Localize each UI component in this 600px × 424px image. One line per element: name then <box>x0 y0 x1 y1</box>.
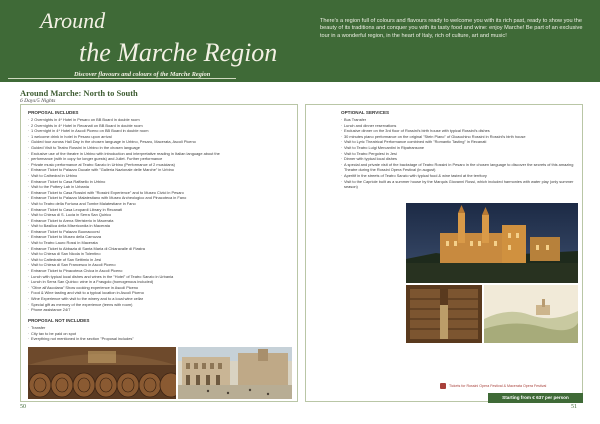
list-item: · Visit to Lyric Theatrical Performance combined with "Romantic Tasting" in Recanati <box>341 139 577 145</box>
list-item: · A special and private visit of the backstage of Teatro Rossini in Pesaro in the chosen language to discover the secrets of this amazing Theatre during the Rossini Opera Festival (in august) <box>341 162 577 173</box>
list-item: · Phone assistance 24/7 <box>28 307 293 313</box>
list-item: · Visit to Teatro della Fortuna and Tombe Malatestiane in Fano <box>28 201 293 207</box>
list-item: · Exclusive use of the theatre in Urbino with introduction and interpretative reading in Italian language about the <box>28 151 293 157</box>
list-item: · Entrance Ticket to Abbazia di Santa Maria di Chiaravalle di Fiastra <box>28 246 293 252</box>
list-item: · 2 Overnights in 4* Hotel in Recanati on BB Board in double room <box>28 123 293 129</box>
list-item: · Visit to Teatro Lauro Rossi in Macerata <box>28 240 293 246</box>
list-item: · Bus Transfer <box>341 117 577 123</box>
intro-paragraph: There's a region full of colours and flavours ready to welcome you with its rich past, ready to show you the beauty of its traditions and conquer you with its tasty food and wine: enjoy Marche! Be part of an exclusive tour in a wonderful region, in the heart of Italy, rich of culture, art and music! <box>320 18 583 39</box>
festival-logo-icon <box>440 383 446 389</box>
list-item: · Entrance Ticket to Palazzo Malatestiano with Museo Archeologico and Pinacoteca in Fano <box>28 195 293 201</box>
list-item: · 2 Overnights in 4* Hotel in Pesaro on BB Board in double room <box>28 117 293 123</box>
list-item: · Visit to Teatro Luigi Mercantini in Ripatransone <box>341 145 577 151</box>
list-item: · Guided Visit to Teatro Rossini in Urbino in the chosen language <box>28 145 293 151</box>
urbino-palace-photo <box>406 203 578 283</box>
list-item: · Visit to Chiesa di San Francesco in Ascoli Piceno <box>28 262 293 268</box>
list-item: · Lunch in Serra San Quirico: wine in a Frasgolo (homogenous included) <box>28 279 293 285</box>
list-item: · Special gift as memory of the experience (teens with room) <box>28 302 293 308</box>
list-item: · Aperitif in the streets of Teatro Sanzio with typical food & wine tasted at the territory <box>341 173 577 179</box>
list-item: · City tax to be paid on spot <box>28 331 293 337</box>
banner-divider <box>8 78 236 79</box>
list-item: · Lunch with typical local dishes and wines in the "Hotel" of Teatro Sanzio in Urbania <box>28 274 293 280</box>
list-item: · Guided tour across Hall Day in the chosen language in Urbino, Pesaro, Macerata, Ascoli Piceno <box>28 139 293 145</box>
page-number-right: 51 <box>571 404 577 410</box>
list-item: · Everything not mentioned in the section "Proposal includes" <box>28 336 293 342</box>
list-item: · Entrance Ticket to Casa Rossini with "Rossini Experience" and to Museo Civici in Pesaro <box>28 190 293 196</box>
festival-logo-text: Tickets for Rossini Opera Festival & Macerata Opera Festival <box>449 384 547 388</box>
list-item: · Visit to Basilica della Misericordia in Macerata <box>28 223 293 229</box>
proposal-includes-heading: PROPOSAL INCLUDES <box>28 110 79 115</box>
optional-services-heading: OPTIONAL SERVICES <box>341 110 390 115</box>
list-item: · Visit to Teatro Pergolesi in Jesi <box>341 151 577 157</box>
title-around: Around <box>40 8 106 33</box>
proposal-not-includes-list <box>28 325 293 342</box>
page-number-left: 50 <box>20 404 26 410</box>
library-interior-photo <box>406 285 482 343</box>
title-marche-region: the Marche Region <box>79 38 278 67</box>
wine-cellar-photo <box>28 347 176 399</box>
route-title: Around Marche: North to South <box>20 88 138 98</box>
list-item: · 1 Overnight in 4* Hotel in Ascoli Piceno on BB Board in double room <box>28 128 293 134</box>
proposal-not-includes-heading: PROPOSAL NOT INCLUDES <box>28 318 90 323</box>
list-item: · Transfer <box>28 325 293 331</box>
list-item: · Entrance Ticket to Casa Raffaello in Urbino <box>28 179 293 185</box>
price-badge: Starting from € 637 per person <box>488 393 583 403</box>
list-item: · Lunch and dinner reservations <box>341 123 577 129</box>
list-item: · Entrance Ticket to Palazzo Buonaccorsi <box>28 229 293 235</box>
festival-logo <box>440 383 546 389</box>
list-item: · Entrance Ticket to Palazzo Ducale with "Galleria Nazionale delle Marche" in Urbino <box>28 167 293 173</box>
list-item: · Visit to Cattedrale of San Settimio in Jesi <box>28 257 293 263</box>
list-item: · Visit to Cathedral in Urbino <box>28 173 293 179</box>
list-item: · Entrance Ticket to Arena Sferisterio in Macerata <box>28 218 293 224</box>
list-item: · Visit to Chiesa di San Nicola in Tolentino <box>28 251 293 257</box>
route-duration: 6 Days/5 Nights <box>20 98 56 104</box>
list-item: · Wine Experience with visit to the winery and to a local wine cellar <box>28 296 293 302</box>
proposal-includes-list <box>28 117 293 313</box>
list-item: · Entrance Ticket to Pinacoteca Civica in Ascoli Piceno <box>28 268 293 274</box>
list-item: · Visit to the Pottery Lab in Urbania <box>28 184 293 190</box>
list-item: · Food & Wine tasting and visit to a typical location in Ascoli Piceno <box>28 290 293 296</box>
list-item: · Visit to the Capriole built as a summer house by the Marquis Giovanni Rossi, which included harmonies with water play (only summer season) <box>341 179 577 190</box>
header-banner <box>0 0 600 82</box>
header-subtitle: Discover flavours and colours of the Marche Region <box>74 71 211 78</box>
list-item: · Visit to Chiesa di S. Lucia in Serra San Quirico <box>28 212 293 218</box>
list-item: · 30 minutes piano performance on the original "Stein Piano" of Gioacchino Rossini in Rossini's birth house <box>341 134 577 140</box>
list-item: · Exclusive dinner on the 3rd floor of Rossini's birth house with typical Rossini's dishes <box>341 128 577 134</box>
list-item: · Entrance Ticket to Museo della Carrozza <box>28 234 293 240</box>
list-item: · Entrance Ticket to Casa Leopardi Library in Recanati <box>28 207 293 213</box>
list-item: · Dinner with typical local dishes <box>341 156 577 162</box>
optional-services-list <box>341 117 577 190</box>
list-item: · 1 welcome drink in hotel in Pesaro upon arrival <box>28 134 293 140</box>
hills-landscape-photo <box>484 285 578 343</box>
piazza-photo <box>178 347 292 399</box>
list-item: · "Olive all'Ascolana" Show cooking experience in Ascoli Piceno <box>28 285 293 291</box>
list-item: · Private music performance at Teatro Sanzio in Urbino (Performance of 2 musicians) <box>28 162 293 168</box>
list-item: · performance (with in copy for longer guests) and Juliet. Further performance <box>28 156 293 162</box>
